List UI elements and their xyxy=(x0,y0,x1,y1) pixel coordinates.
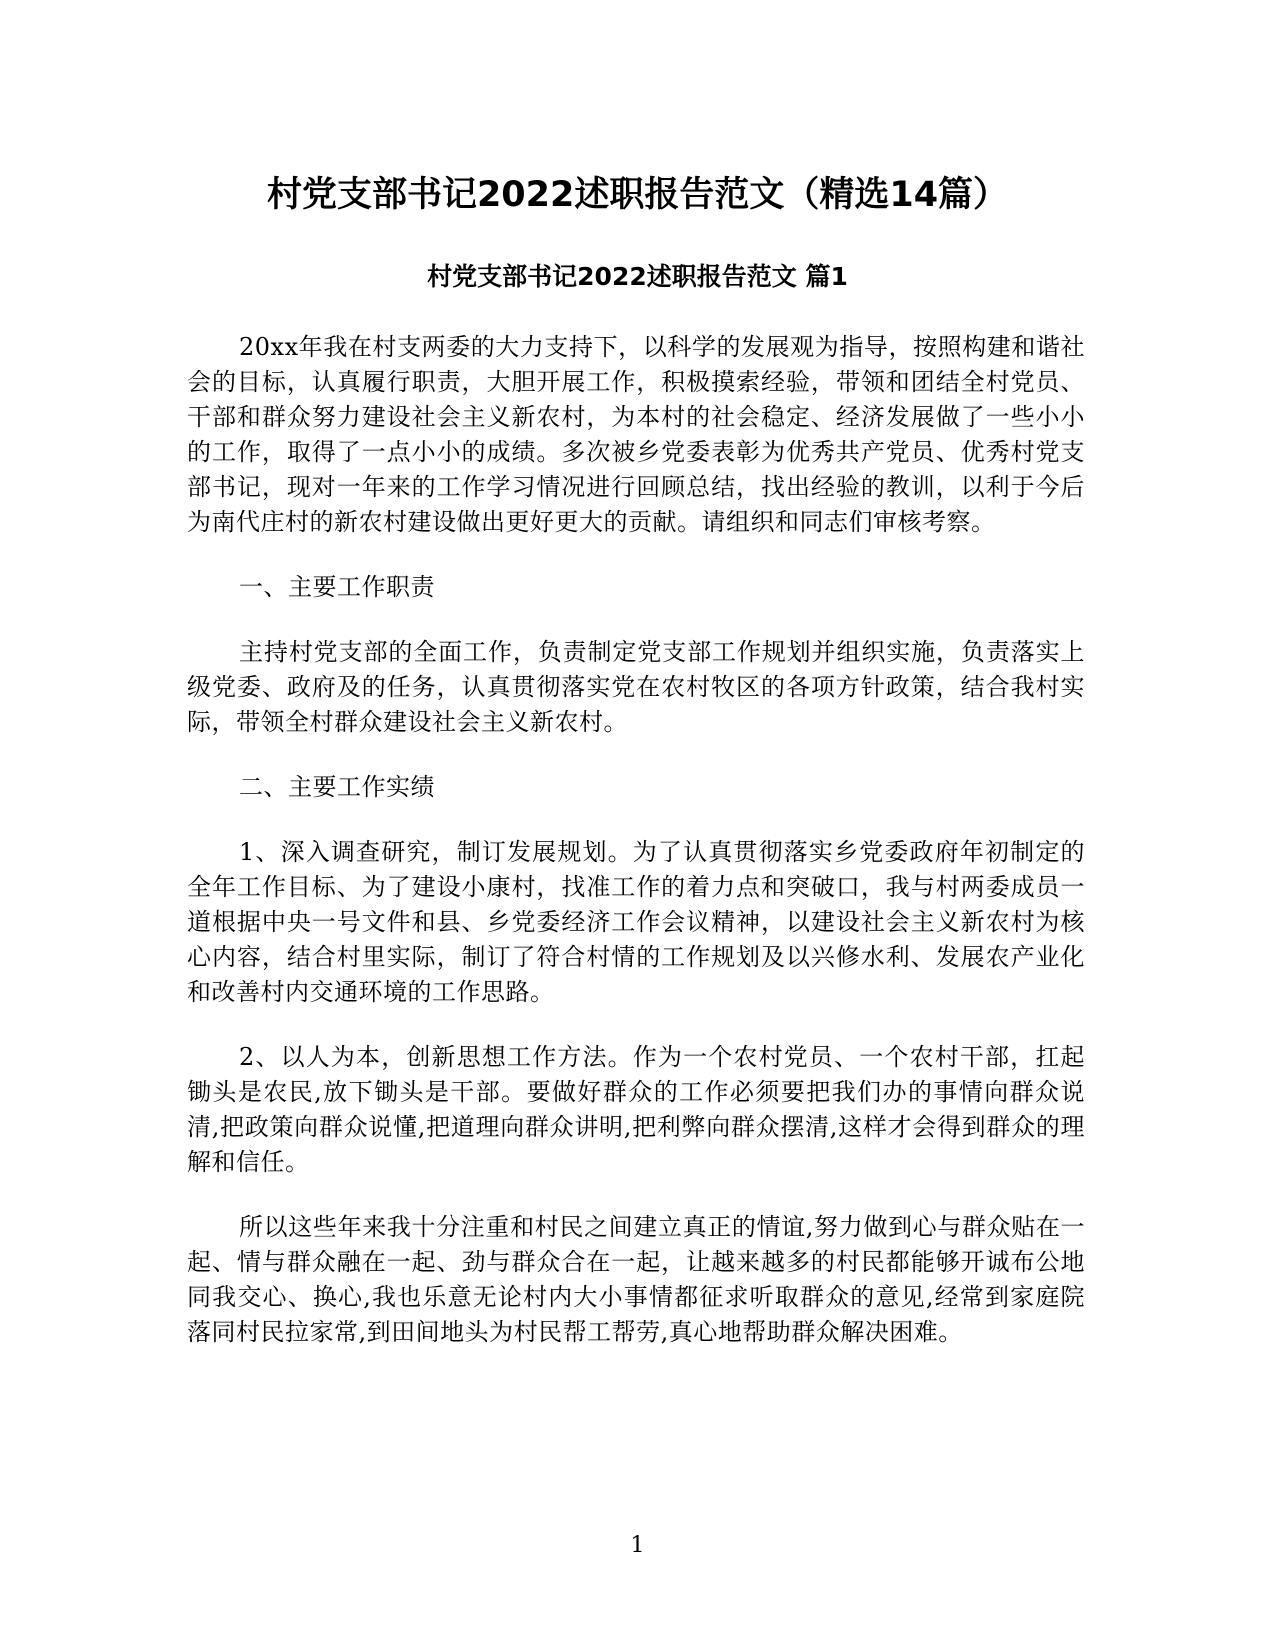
section-heading-achievements: 二、主要工作实绩 xyxy=(239,773,435,801)
achievement-paragraph-3: 所以这些年来我十分注重和村民之间建立真正的情谊,努力做到心与群众贴在一起、情与群众融在一起、劲与群众合在一起，让越来越多的村民都能够开诚布公地同我交心、换心,我也乐意无论村内大小事情都征求听取群众的意见,经常到家庭院落同村民拉家常,到田间地头为村民帮工帮劳,真心地帮助群众解决困难。 xyxy=(187,1213,1085,1346)
duties-paragraph: 主持村党支部的全面工作，负责制定党支部工作规划并组织实施，负责落实上级党委、政府及的任务，认真贯彻落实党在农村牧区的各项方针政策，结合我村实际，带领全村群众建设社会主义新农村。 xyxy=(187,638,1085,736)
page-number: 1 xyxy=(630,1533,645,1558)
document-title: 村党支部书记2022述职报告范文（精选14篇） xyxy=(266,175,1009,215)
intro-paragraph: 20xx年我在村支两委的大力支持下，以科学的发展观为指导，按照构建和谐社会的目标，认真履行职责，大胆开展工作，积极摸索经验，带领和团结全村党员、干部和群众努力建设社会主义新农村，为本村的社会稳定、经济发展做了一些小小的工作，取得了一点小小的成绩。多次被乡党委表彰为优秀共产党员、优秀村党支部书记，现对一年来的工作学习情况进行回顾总结，找出经验的教训，以利于今后为南代庄村的新农村建设做出更好更大的贡献。请组织和同志们审核考察。 xyxy=(187,333,1085,536)
section-title: 村党支部书记2022述职报告范文 篇1 xyxy=(427,262,848,291)
document-body xyxy=(187,330,1085,1380)
achievement-paragraph-2: 2、以人为本，创新思想工作方法。作为一个农村党员、一个农村干部，扛起锄头是农民,放下锄头是干部。要做好群众的工作必须要把我们办的事情向群众说清,把政策向群众说懂,把道理向群众讲明,把利弊向群众摆清,这样才会得到群众的理解和信任。 xyxy=(187,1043,1085,1176)
section-heading-duties: 一、主要工作职责 xyxy=(239,573,435,601)
achievement-paragraph-1: 1、深入调查研究，制订发展规划。为了认真贯彻落实乡党委政府年初制定的全年工作目标、为了建设小康村，找准工作的着力点和突破口，我与村两委成员一道根据中央一号文件和县、乡党委经济工作会议精神，以建设社会主义新农村为核心内容，结合村里实际，制订了符合村情的工作规划及以兴修水利、发展农产业化和改善村内交通环境的工作思路。 xyxy=(187,838,1085,1006)
